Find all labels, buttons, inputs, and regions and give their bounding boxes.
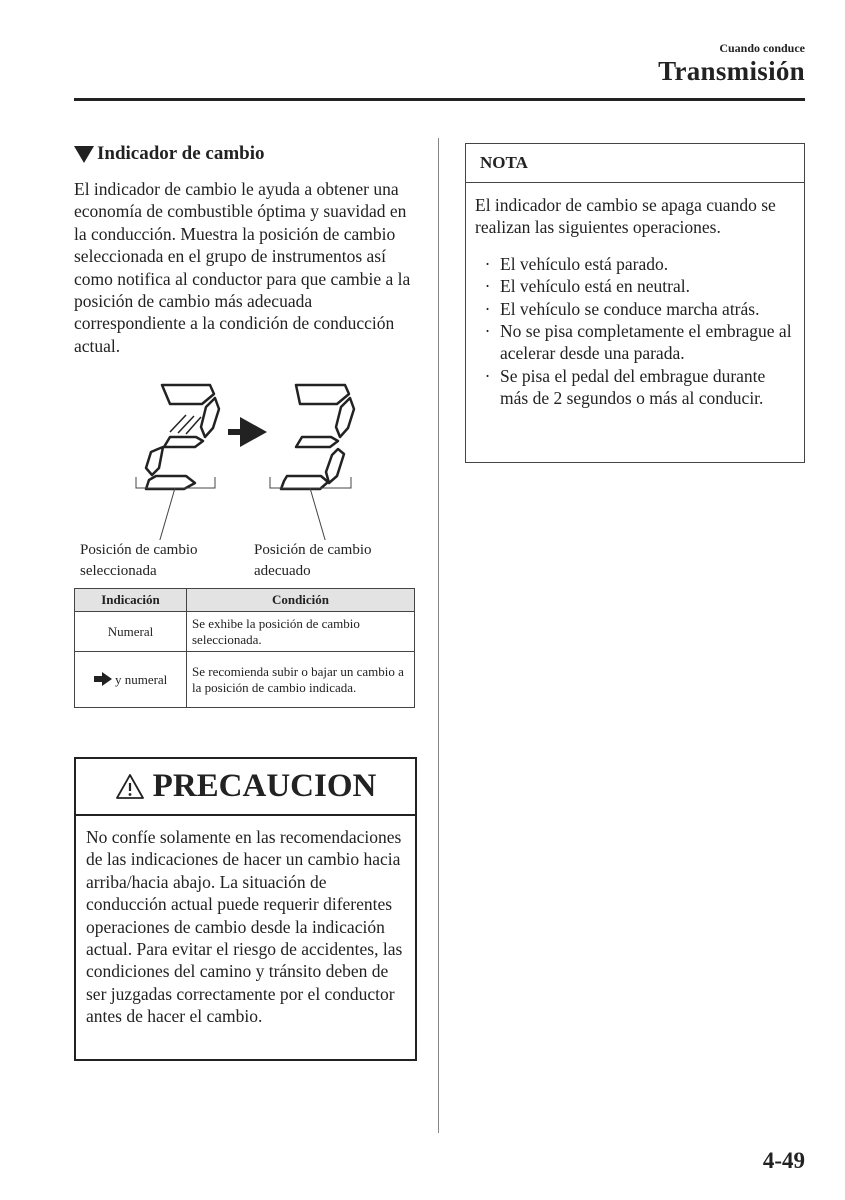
suitable-position-caption: Posición de cambio adecuado: [254, 542, 372, 579]
bullet-icon: ·: [484, 321, 491, 342]
header-section-label: Cuando conduce: [719, 41, 805, 55]
indication-text: y numeral: [114, 671, 168, 687]
section-heading-text: Indicador de cambio: [97, 143, 265, 164]
list-item: [475, 275, 796, 297]
indication-table: [74, 588, 415, 708]
warning-triangle-icon: [115, 773, 145, 800]
list-item: [475, 298, 796, 320]
table-header-row: [75, 589, 415, 612]
triangle-down-icon: [74, 146, 94, 163]
arrow-right-icon: [94, 672, 112, 686]
column-header-condition: Condición: [187, 589, 415, 612]
list-item-text: No se pisa completamente el embrague al acelerar desde una parada.: [500, 321, 792, 364]
list-item-text: El vehículo está en neutral.: [500, 276, 690, 297]
list-item: [475, 365, 796, 410]
caution-title: PRECAUCION: [152, 768, 377, 804]
bullet-icon: ·: [484, 253, 491, 274]
section-heading: [74, 143, 265, 165]
arrow-right-icon: [228, 417, 267, 447]
list-item-text: El vehículo está parado.: [500, 253, 669, 274]
condition-cell: Se recomienda subir o bajar un cambio a la posición de cambio indicada.: [187, 652, 415, 708]
list-item: [475, 253, 796, 275]
list-item-text: El vehículo se conduce marcha atrás.: [500, 298, 760, 319]
header-rule: [74, 98, 805, 101]
note-box: [465, 143, 805, 463]
column-header-indication: Indicación: [75, 589, 187, 612]
note-list: [466, 253, 804, 410]
page-title: Transmisión: [658, 56, 805, 86]
note-intro: El indicador de cambio se apaga cuando se realizan las siguientes operaciones.: [475, 195, 776, 238]
page-number: 4-49: [762, 1148, 805, 1173]
bullet-icon: ·: [484, 276, 491, 297]
note-title: NOTA: [466, 144, 804, 183]
bullet-icon: ·: [484, 298, 491, 319]
table-row: [75, 612, 415, 652]
table-row: [75, 652, 415, 708]
gear-indicator-figure: [74, 375, 419, 585]
bullet-icon: ·: [484, 365, 491, 386]
gear-display-illustration: [74, 375, 419, 540]
indication-cell: [75, 652, 187, 708]
caution-text: No confíe solamente en las recomendaciones de las indicaciones de hacer un cambio hacia arriba/hacia abajo. La situación de conducción actual puede requerir diferentes operaciones de cambio desde la indicación actual. Para evitar el riesgo de accidentes, las condiciones del camino y tránsito deben de ser juzgadas correctamente por el conductor antes de hacer el cambio.: [86, 827, 403, 1027]
condition-cell: Se exhibe la posición de cambio seleccionada.: [187, 612, 415, 652]
list-item: [475, 320, 796, 365]
list-item-text: Se pisa el pedal del embrague durante más de 2 segundos o más al conducir.: [500, 365, 766, 409]
column-divider: [438, 138, 439, 1133]
caution-box: [74, 757, 417, 1061]
selected-position-caption: Posición de cambio seleccionada: [80, 542, 198, 579]
caution-header: [76, 759, 415, 816]
indication-cell: Numeral: [75, 612, 187, 652]
intro-paragraph: El indicador de cambio le ayuda a obtener una economía de combustible óptima y suavidad en la conducción. Muestra la posición de cambio seleccionada en el grupo de instrumentos así como notifica al conductor para que cambie a la posición de cambio más adecuada correspondiente a la condición de conducción actual.: [74, 179, 411, 356]
